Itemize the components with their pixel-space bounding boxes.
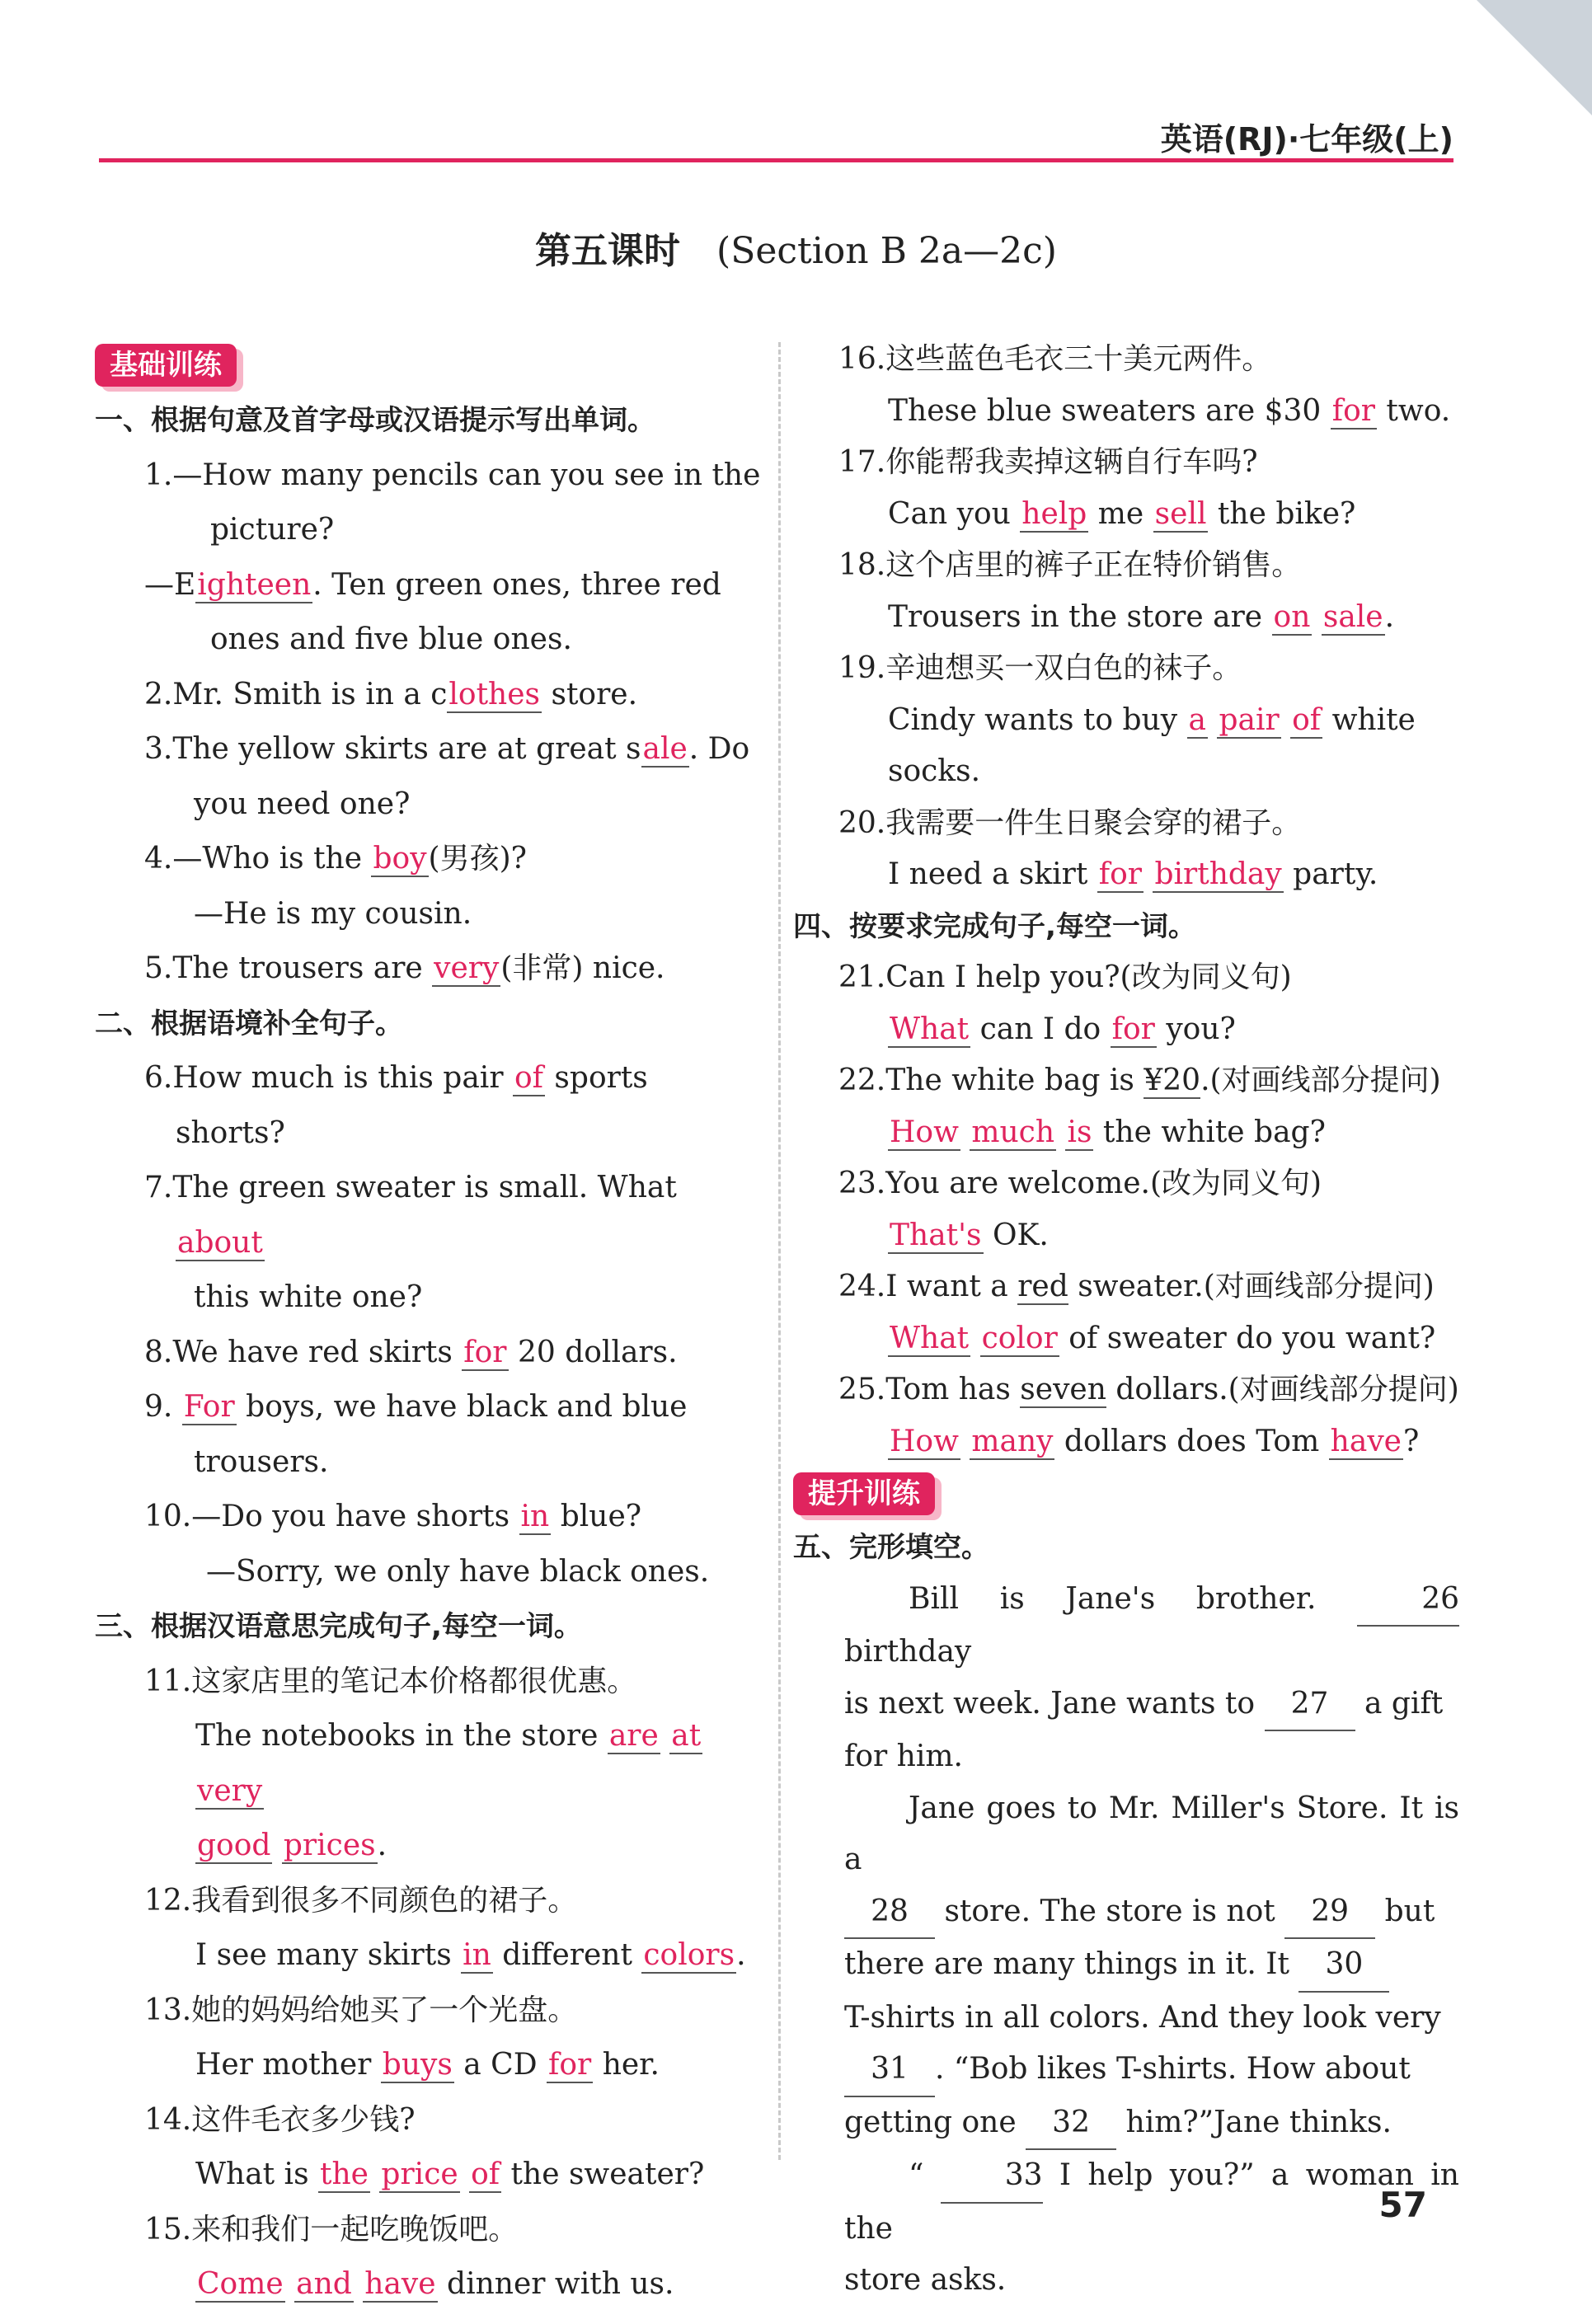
answer: ale [642,732,688,766]
question-13-en: Her mother buys a CD for her. [195,2048,660,2082]
cloze-blank-30[interactable]: 30 [1298,1939,1389,1993]
header-rule [99,158,1453,162]
question-17-en: Can you help me sell the bike? [888,496,1356,531]
question-14: 14.这件毛衣多少钱? [144,2102,416,2137]
page-number: 57 [1378,2185,1427,2225]
question-18: 18.这个店里的裤子正在特价销售。 [838,548,1302,582]
question-24-answer: What color of sweater do you want? [890,1321,1436,1355]
answer: That's [890,1218,982,1252]
answer: How [890,1424,959,1458]
question-11: 11.这家店里的笔记本价格都很优惠。 [144,1664,637,1698]
question-19-en-line2: socks. [888,754,981,788]
answer: sale [1322,599,1383,634]
question-11-en-line2: good prices. [197,1829,387,1862]
answer: very [197,1773,263,1808]
answer: about [177,1225,263,1260]
answer: have [1330,1424,1402,1458]
question-22-answer: How much is the white bag? [890,1115,1326,1149]
answer: in [463,1938,491,1972]
question-9: 9. For boys, we have black and blue [144,1390,688,1424]
answer: buys [382,2048,453,2082]
answer: colors [643,1938,735,1972]
answer: pair [1219,702,1280,737]
cloze-line-6: there are many things in it. It 30 [793,1939,1459,1993]
cloze-blank-27[interactable]: 27 [1265,1678,1355,1732]
question-11-en: The notebooks in the store are at very [195,1719,702,1808]
question-25-answer: How many dollars does Tom have? [890,1424,1420,1458]
answer: ighteen [197,567,312,602]
question-3-line2: you need one? [194,786,411,821]
answer: for [548,2048,592,2082]
question-7-line2: this white one? [194,1280,423,1314]
question-21-answer: What can I do for you? [890,1012,1236,1046]
answer: on [1273,599,1311,634]
answer: for [1098,857,1142,891]
question-1-line4: ones and five blue ones. [210,622,572,656]
answer: sell [1154,496,1207,531]
answer: at [671,1719,702,1753]
answer: many [971,1424,1054,1458]
page-corner-fold [1477,0,1592,115]
title-chinese: 第五课时 [535,230,681,272]
question-12: 12.我看到很多不同颜色的裙子。 [144,1883,578,1918]
underlined-part: ¥20 [1144,1063,1201,1097]
answer: color [981,1321,1058,1355]
question-21: 21.Can I help you?(改为同义句) [838,960,1292,994]
question-8: 8.We have red skirts for 20 dollars. [144,1335,678,1369]
cloze-line-3: for him. [844,1739,963,1773]
badge-basic-training: 基础训练 [95,344,237,387]
question-1: 1.—How many pencils can you see in the [144,458,761,492]
answer: are [608,1719,659,1753]
answer: prices [283,1829,376,1862]
cloze-line-2: is next week. Jane wants to 27 a gift [793,1678,1459,1732]
answer: What [890,1321,970,1355]
question-10-line2: —Sorry, we only have black ones. [206,1554,710,1589]
cloze-line-10: “ 33 I help you?” a woman in the [793,2150,1459,2255]
answer: What [890,1012,970,1046]
question-1-answer-line: —Eighteen. Ten green ones, three red [144,567,721,602]
answer: much [971,1115,1055,1149]
question-12-en: I see many skirts in different colors. [195,1938,746,1972]
answer: Come [197,2267,284,2301]
underlined-part: red [1017,1270,1068,1303]
cloze-blank-26[interactable]: 26 [1357,1574,1459,1627]
section-2-heading: 二、根据语境补全句子。 [95,1007,403,1040]
answer: have [364,2267,436,2301]
question-1-line2: picture? [210,513,335,547]
question-22: 22.The white bag is ¥20.(对画线部分提问) [838,1063,1441,1097]
answer: a [1188,702,1206,737]
question-14-en: What is the price of the sweater? [195,2157,705,2191]
answer: For [183,1390,235,1424]
question-13: 13.她的妈妈给她买了一个光盘。 [144,1993,578,2027]
answer: the [320,2157,369,2191]
cloze-blank-29[interactable]: 29 [1284,1886,1375,1940]
cloze-line-11: store asks. [844,2263,1007,2297]
question-4: 4.—Who is the boy(男孩)? [144,842,527,876]
badge-advanced-training: 提升训练 [793,1472,935,1515]
answer: of [514,1061,543,1095]
section-4-heading: 四、按要求完成句子,每空一词。 [793,909,1196,943]
answer: How [890,1115,959,1149]
question-17: 17.你能帮我卖掉这辆自行车吗? [838,445,1258,479]
cloze-blank-33[interactable]: 33 [941,2150,1043,2204]
answer: price [381,2157,458,2191]
answer: for [463,1335,507,1369]
answer: help [1021,496,1087,531]
answer: in [520,1500,550,1533]
question-16-en: These blue sweaters are $30 for two. [888,393,1451,428]
section-5-heading: 五、完形填空。 [793,1531,989,1564]
answer: boy [373,842,427,876]
cloze-line-8: 31 . “Bob likes T-shirts. How about [793,2044,1459,2097]
question-20: 20.我需要一件生日聚会穿的裙子。 [838,805,1302,840]
cloze-line-4: Jane goes to Mr. Miller's Store. It is a [844,1791,1459,1876]
question-5: 5.The trousers are very(非常) nice. [144,951,665,985]
question-7: 7.The green sweater is small. What about [144,1171,677,1260]
question-24: 24.I want a red sweater.(对画线部分提问) [838,1270,1435,1303]
question-23-answer: That's OK. [890,1218,1049,1252]
answer: good [197,1829,271,1862]
question-3: 3.The yellow skirts are at great sale. Do [144,732,750,766]
question-19-en: Cindy wants to buy a pair of white [888,702,1416,737]
cloze-blank-31[interactable]: 31 [844,2044,935,2097]
section-3-heading: 三、根据汉语意思完成句子,每空一词。 [95,1610,582,1643]
cloze-line-9: getting one 32 him?”Jane thinks. [793,2097,1459,2151]
question-19: 19.辛迪想买一双白色的袜子。 [838,651,1242,685]
question-20-en: I need a skirt for birthday party. [888,857,1378,891]
section-1-heading: 一、根据句意及首字母或汉语提示写出单词。 [95,404,655,437]
question-15: 15.来和我们一起吃晚饭吧。 [144,2212,519,2247]
answer: is [1067,1115,1092,1149]
question-16: 16.这些蓝色毛衣三十美元两件。 [838,342,1272,376]
book-header: 英语(RJ)·七年级(上) [1160,121,1453,157]
answer: for [1331,393,1375,428]
question-15-en: Come and have dinner with us. [197,2267,674,2301]
answer: lothes [448,677,541,711]
cloze-blank-32[interactable]: 32 [1026,2097,1116,2151]
question-4-line2: —He is my cousin. [194,896,472,931]
question-18-en: Trousers in the store are on sale. [888,599,1395,634]
answer: for [1111,1012,1155,1046]
question-6: 6.How much is this pair of sports shorts? [144,1061,648,1150]
answer: and [296,2267,352,2301]
answer: birthday [1154,857,1282,891]
cloze-line-1: Bill is Jane's brother. 26 birthday [793,1574,1459,1678]
question-2: 2.Mr. Smith is in a clothes store. [144,677,638,711]
cloze-line-7: T-shirts in all colors. And they look very [844,2000,1441,2035]
left-column [95,338,763,2312]
lesson-title [0,221,1592,274]
question-10: 10.—Do you have shorts in blue? [144,1500,642,1533]
right-column [793,334,1459,2307]
cloze-blank-28[interactable]: 28 [844,1886,935,1940]
answer: of [1292,702,1322,737]
cloze-line-5: 28 store. The store is not 29 but [793,1886,1459,1940]
answer: of [471,2157,500,2191]
question-25: 25.Tom has seven dollars.(对画线部分提问) [838,1373,1459,1406]
answer: very [434,951,500,985]
column-divider [778,342,781,2160]
question-9-line2: trousers. [194,1444,329,1479]
question-23: 23.You are welcome.(改为同义句) [838,1167,1322,1200]
underlined-part: seven [1020,1373,1106,1406]
title-section: (Section B 2a—2c) [716,230,1057,272]
